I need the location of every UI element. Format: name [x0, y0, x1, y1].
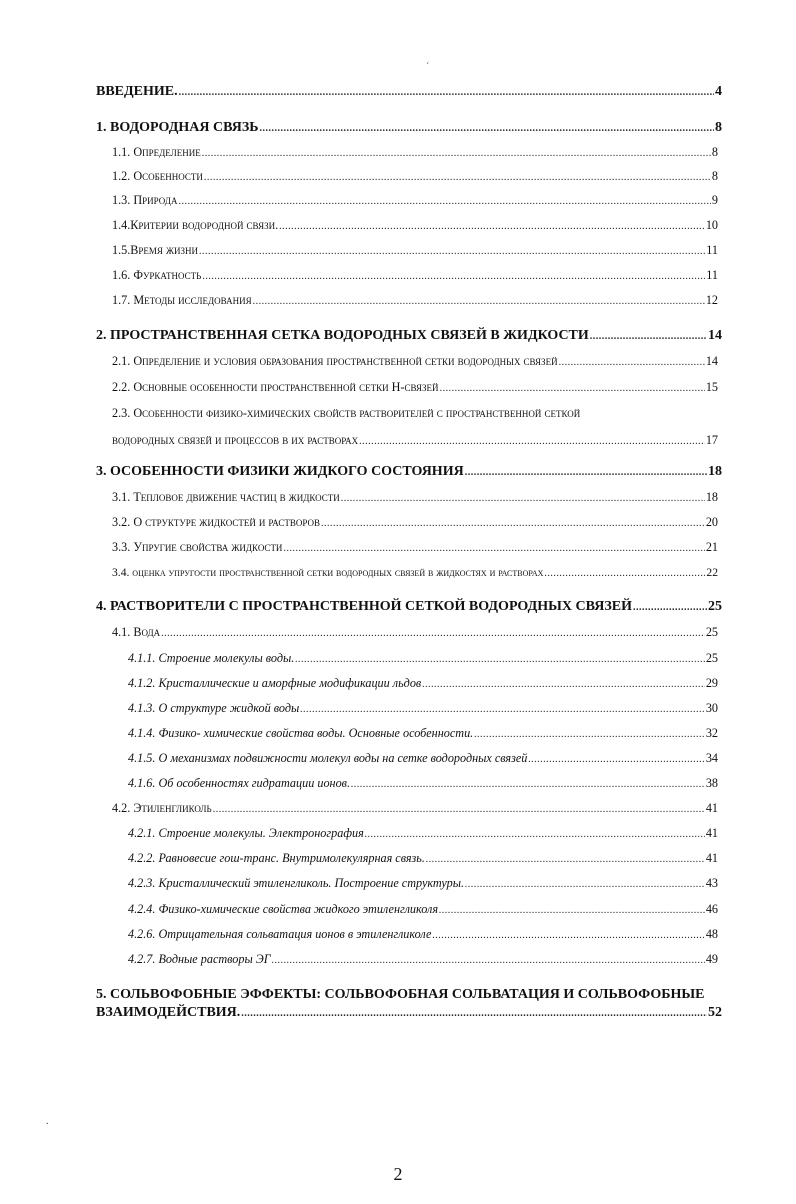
dot-leader — [590, 327, 707, 347]
toc-entry-page: 14 — [708, 328, 722, 343]
dot-leader — [359, 432, 705, 452]
dot-leader — [178, 192, 710, 212]
dot-leader — [279, 217, 705, 237]
toc-entry-title: 1.4.Критерии водородной связи. — [112, 218, 279, 232]
dot-leader — [272, 951, 705, 971]
dot-leader — [432, 926, 704, 946]
dot-leader — [351, 775, 705, 795]
toc-entry-title: 1.5.Время жизни — [112, 243, 199, 257]
toc-entry-page: 11 — [706, 268, 718, 282]
toc-entry-title: 4.1.5. О механизмах подвижности молекул воды на сетке водородных связей — [128, 751, 528, 765]
toc-entry-1-2[interactable] — [112, 166, 718, 186]
toc-entry-title-line2: водородных связей и процессов в их растворах — [112, 433, 359, 447]
toc-entry-3-4[interactable] — [112, 563, 718, 583]
toc-entry-page: 43 — [705, 876, 718, 890]
toc-entry-4-1-4[interactable] — [128, 723, 718, 743]
toc-entry-3-2[interactable] — [112, 512, 718, 532]
toc-entry-page: 14 — [705, 354, 718, 368]
toc-entry-page: 49 — [705, 952, 718, 966]
dot-leader — [365, 825, 705, 845]
toc-entry-title: 3.1. Тепловое движение частиц в жидкости — [112, 490, 340, 504]
toc-entry-page: 20 — [705, 515, 718, 529]
toc-entry-page: 52 — [708, 1005, 722, 1020]
toc-entry-1-4[interactable] — [112, 215, 718, 235]
toc-entry-page: 17 — [705, 433, 718, 447]
toc-entry-1-7[interactable] — [112, 290, 718, 310]
toc-entry-title: 4.1.1. Строение молекулы воды. — [128, 651, 295, 665]
toc-entry-page: 11 — [706, 243, 718, 257]
stray-mark: . — [46, 1116, 49, 1127]
toc-entry-page: 41 — [705, 851, 718, 865]
toc-entry-page: 25 — [708, 599, 722, 614]
dot-leader — [544, 564, 705, 584]
toc-entry-title: 4.2.2. Равновесие гош-транс. Внутримолекулярная связь. — [128, 851, 425, 865]
toc-entry-title: 2.1. Определение и условия образования пространственной сетки водородных связей — [112, 354, 558, 368]
toc-entry-1-1[interactable] — [112, 142, 718, 162]
dot-leader — [253, 292, 705, 312]
dot-leader — [204, 168, 711, 188]
toc-entry-4-2-6[interactable] — [128, 924, 718, 944]
dot-leader — [474, 725, 705, 745]
toc-entry-page: 8 — [711, 169, 718, 183]
toc-entry-introduction[interactable] — [96, 82, 722, 102]
dot-leader — [559, 353, 705, 373]
toc-entry-page: 18 — [708, 464, 722, 479]
toc-entry-page: 29 — [705, 676, 718, 690]
toc-entry-page: 46 — [705, 902, 718, 916]
toc-entry-4-1-5[interactable] — [128, 748, 718, 768]
toc-entry-title: 1.2. Особенности — [112, 169, 203, 183]
toc-entry-title: 4.2.1. Строение молекулы. Электронография — [128, 826, 364, 840]
toc-entry-page: 30 — [705, 701, 718, 715]
toc-entry-chapter-5[interactable] — [96, 985, 722, 1025]
toc-entry-title: 4.2.3. Кристаллический этиленгликоль. Построение структуры. — [128, 876, 465, 890]
toc-entry-title: 4.1.4. Физико- химические свойства воды. Основные особенности. — [128, 726, 474, 740]
stray-mark: ´ — [426, 62, 430, 73]
dot-leader — [161, 624, 705, 644]
toc-entry-title: ВВЕДЕНИЕ. — [96, 84, 178, 99]
toc-entry-title: 1.7. Методы исследования — [112, 293, 252, 307]
toc-entry-2-1[interactable] — [112, 351, 718, 371]
toc-entry-4-1-2[interactable] — [128, 673, 718, 693]
toc-entry-page: 12 — [705, 293, 718, 307]
toc-entry-page: 10 — [705, 218, 718, 232]
toc-entry-page: 32 — [705, 726, 718, 740]
toc-entry-page: 22 — [706, 566, 718, 579]
toc-entry-title: 4.1.6. Об особенностях гидратации ионов. — [128, 776, 351, 790]
dot-leader — [300, 700, 705, 720]
toc-entry-4-2-3[interactable] — [128, 873, 718, 893]
dot-leader — [199, 242, 705, 262]
toc-entry-3-3[interactable] — [112, 537, 718, 557]
toc-entry-page: 8 — [711, 145, 718, 159]
dot-leader — [259, 119, 714, 139]
dot-leader — [528, 750, 704, 770]
dot-leader — [283, 539, 704, 559]
toc-entry-page: 15 — [705, 380, 718, 394]
toc-entry-4-1-6[interactable] — [128, 773, 718, 793]
toc-entry-4-2-2[interactable] — [128, 848, 718, 868]
dot-leader — [440, 379, 705, 399]
toc-entry-chapter-1[interactable] — [96, 118, 722, 138]
toc-entry-title: 3.3. Упругие свойства жидкости — [112, 540, 283, 554]
dot-leader — [213, 800, 705, 820]
toc-entry-page: 25 — [705, 651, 718, 665]
toc-entry-title: 1.1. Определение — [112, 145, 201, 159]
dot-leader — [202, 144, 711, 164]
toc-entry-title: 4.1. Вода — [112, 625, 161, 639]
toc-entry-page: 41 — [705, 826, 718, 840]
dot-leader — [179, 83, 714, 103]
toc-entry-title: 2. ПРОСТРАНСТВЕННАЯ СЕТКА ВОДОРОДНЫХ СВЯЗЕЙ В ЖИДКОСТИ — [96, 328, 589, 343]
toc-entry-4-2-7[interactable] — [128, 949, 718, 969]
dot-leader — [202, 267, 705, 287]
toc-entry-3-1[interactable] — [112, 487, 718, 507]
toc-entry-4-1-1[interactable] — [128, 648, 718, 668]
toc-entry-1-5[interactable] — [112, 240, 718, 260]
toc-entry-2-3[interactable] — [112, 403, 718, 453]
toc-entry-chapter-4[interactable] — [96, 597, 722, 617]
dot-leader — [465, 875, 705, 895]
toc-entry-title: 2.2. Основные особенности пространственной сетки Н-связей — [112, 380, 439, 394]
toc-entry-title: 1.6. Фуркатность — [112, 268, 202, 282]
toc-entry-title-line1: 5. СОЛЬВОФОБНЫЕ ЭФФЕКТЫ: СОЛЬВОФОБНАЯ СОЛЬВАТАЦИЯ И СОЛЬВОФОБНЫЕ — [96, 987, 705, 1002]
dot-leader — [633, 598, 707, 618]
toc-entry-page: 9 — [711, 193, 718, 207]
toc-entry-4-2-4[interactable] — [128, 899, 718, 919]
toc-entry-title: 4.1.3. О структуре жидкой воды — [128, 701, 300, 715]
toc-entry-title: 4.2.7. Водные растворы ЭГ — [128, 952, 271, 966]
toc-entry-page: 8 — [715, 120, 722, 135]
toc-entry-title: 1.3. Природа — [112, 193, 178, 207]
toc-entry-page: 41 — [705, 801, 718, 815]
dot-leader — [341, 489, 705, 509]
dot-leader — [422, 675, 705, 695]
toc-entry-title-line2: ВЗАИМОДЕЙСТВИЯ. — [96, 1005, 241, 1020]
dot-leader — [321, 514, 705, 534]
dot-leader — [295, 650, 705, 670]
toc-entry-1-3[interactable] — [112, 190, 718, 210]
page-number: 2 — [393, 1164, 403, 1184]
toc-entry-page: 38 — [705, 776, 718, 790]
toc-entry-title: 1. ВОДОРОДНАЯ СВЯЗЬ — [96, 120, 259, 135]
toc-entry-4-1[interactable] — [112, 622, 718, 642]
dot-leader — [465, 463, 707, 483]
toc-entry-4-2-1[interactable] — [128, 823, 718, 843]
toc-entry-page: 18 — [705, 490, 718, 504]
toc-entry-page: 25 — [705, 625, 718, 639]
toc-entry-page: 34 — [705, 751, 718, 765]
toc-entry-page: 48 — [705, 927, 718, 941]
dot-leader — [426, 850, 705, 870]
dot-leader — [241, 1004, 707, 1024]
toc-entry-2-2[interactable] — [112, 377, 718, 397]
toc-entry-title: 4.2.4. Физико-химические свойства жидкого этиленгликоля — [128, 902, 438, 916]
toc-entry-page: 4 — [715, 84, 722, 99]
toc-entry-title: 4.1.2. Кристаллические и аморфные модификации льдов — [128, 676, 422, 690]
toc-entry-title-line1: 2.3. Особенности физико-химических свойств растворителей с пространственной сеткой — [112, 406, 581, 420]
toc-entry-4-1-3[interactable] — [128, 698, 718, 718]
toc-entry-title: 4.2.6. Отрицательная сольватация ионов в этиленгликоле — [128, 927, 432, 941]
toc-entry-page: 21 — [705, 540, 718, 554]
dot-leader — [439, 901, 705, 921]
toc-entry-1-6[interactable] — [112, 265, 718, 285]
toc-entry-chapter-3[interactable] — [96, 462, 722, 482]
toc-entry-title: 4.2. Этиленгликоль — [112, 801, 212, 815]
toc-entry-title: 3.2. О структуре жидкостей и растворов — [112, 515, 320, 529]
toc-entry-title: 3. ОСОБЕННОСТИ ФИЗИКИ ЖИДКОГО СОСТОЯНИЯ — [96, 464, 464, 479]
toc-entry-title: 4. РАСТВОРИТЕЛИ С ПРОСТРАНСТВЕННОЙ СЕТКОЙ ВОДОРОДНЫХ СВЯЗЕЙ — [96, 599, 632, 614]
toc-entry-title: 3.4. оценка упругости пространственной сетки водородных связей в жидкостях и растворах — [112, 566, 544, 579]
toc-entry-4-2[interactable] — [112, 798, 718, 818]
toc-entry-chapter-2[interactable] — [96, 326, 722, 346]
